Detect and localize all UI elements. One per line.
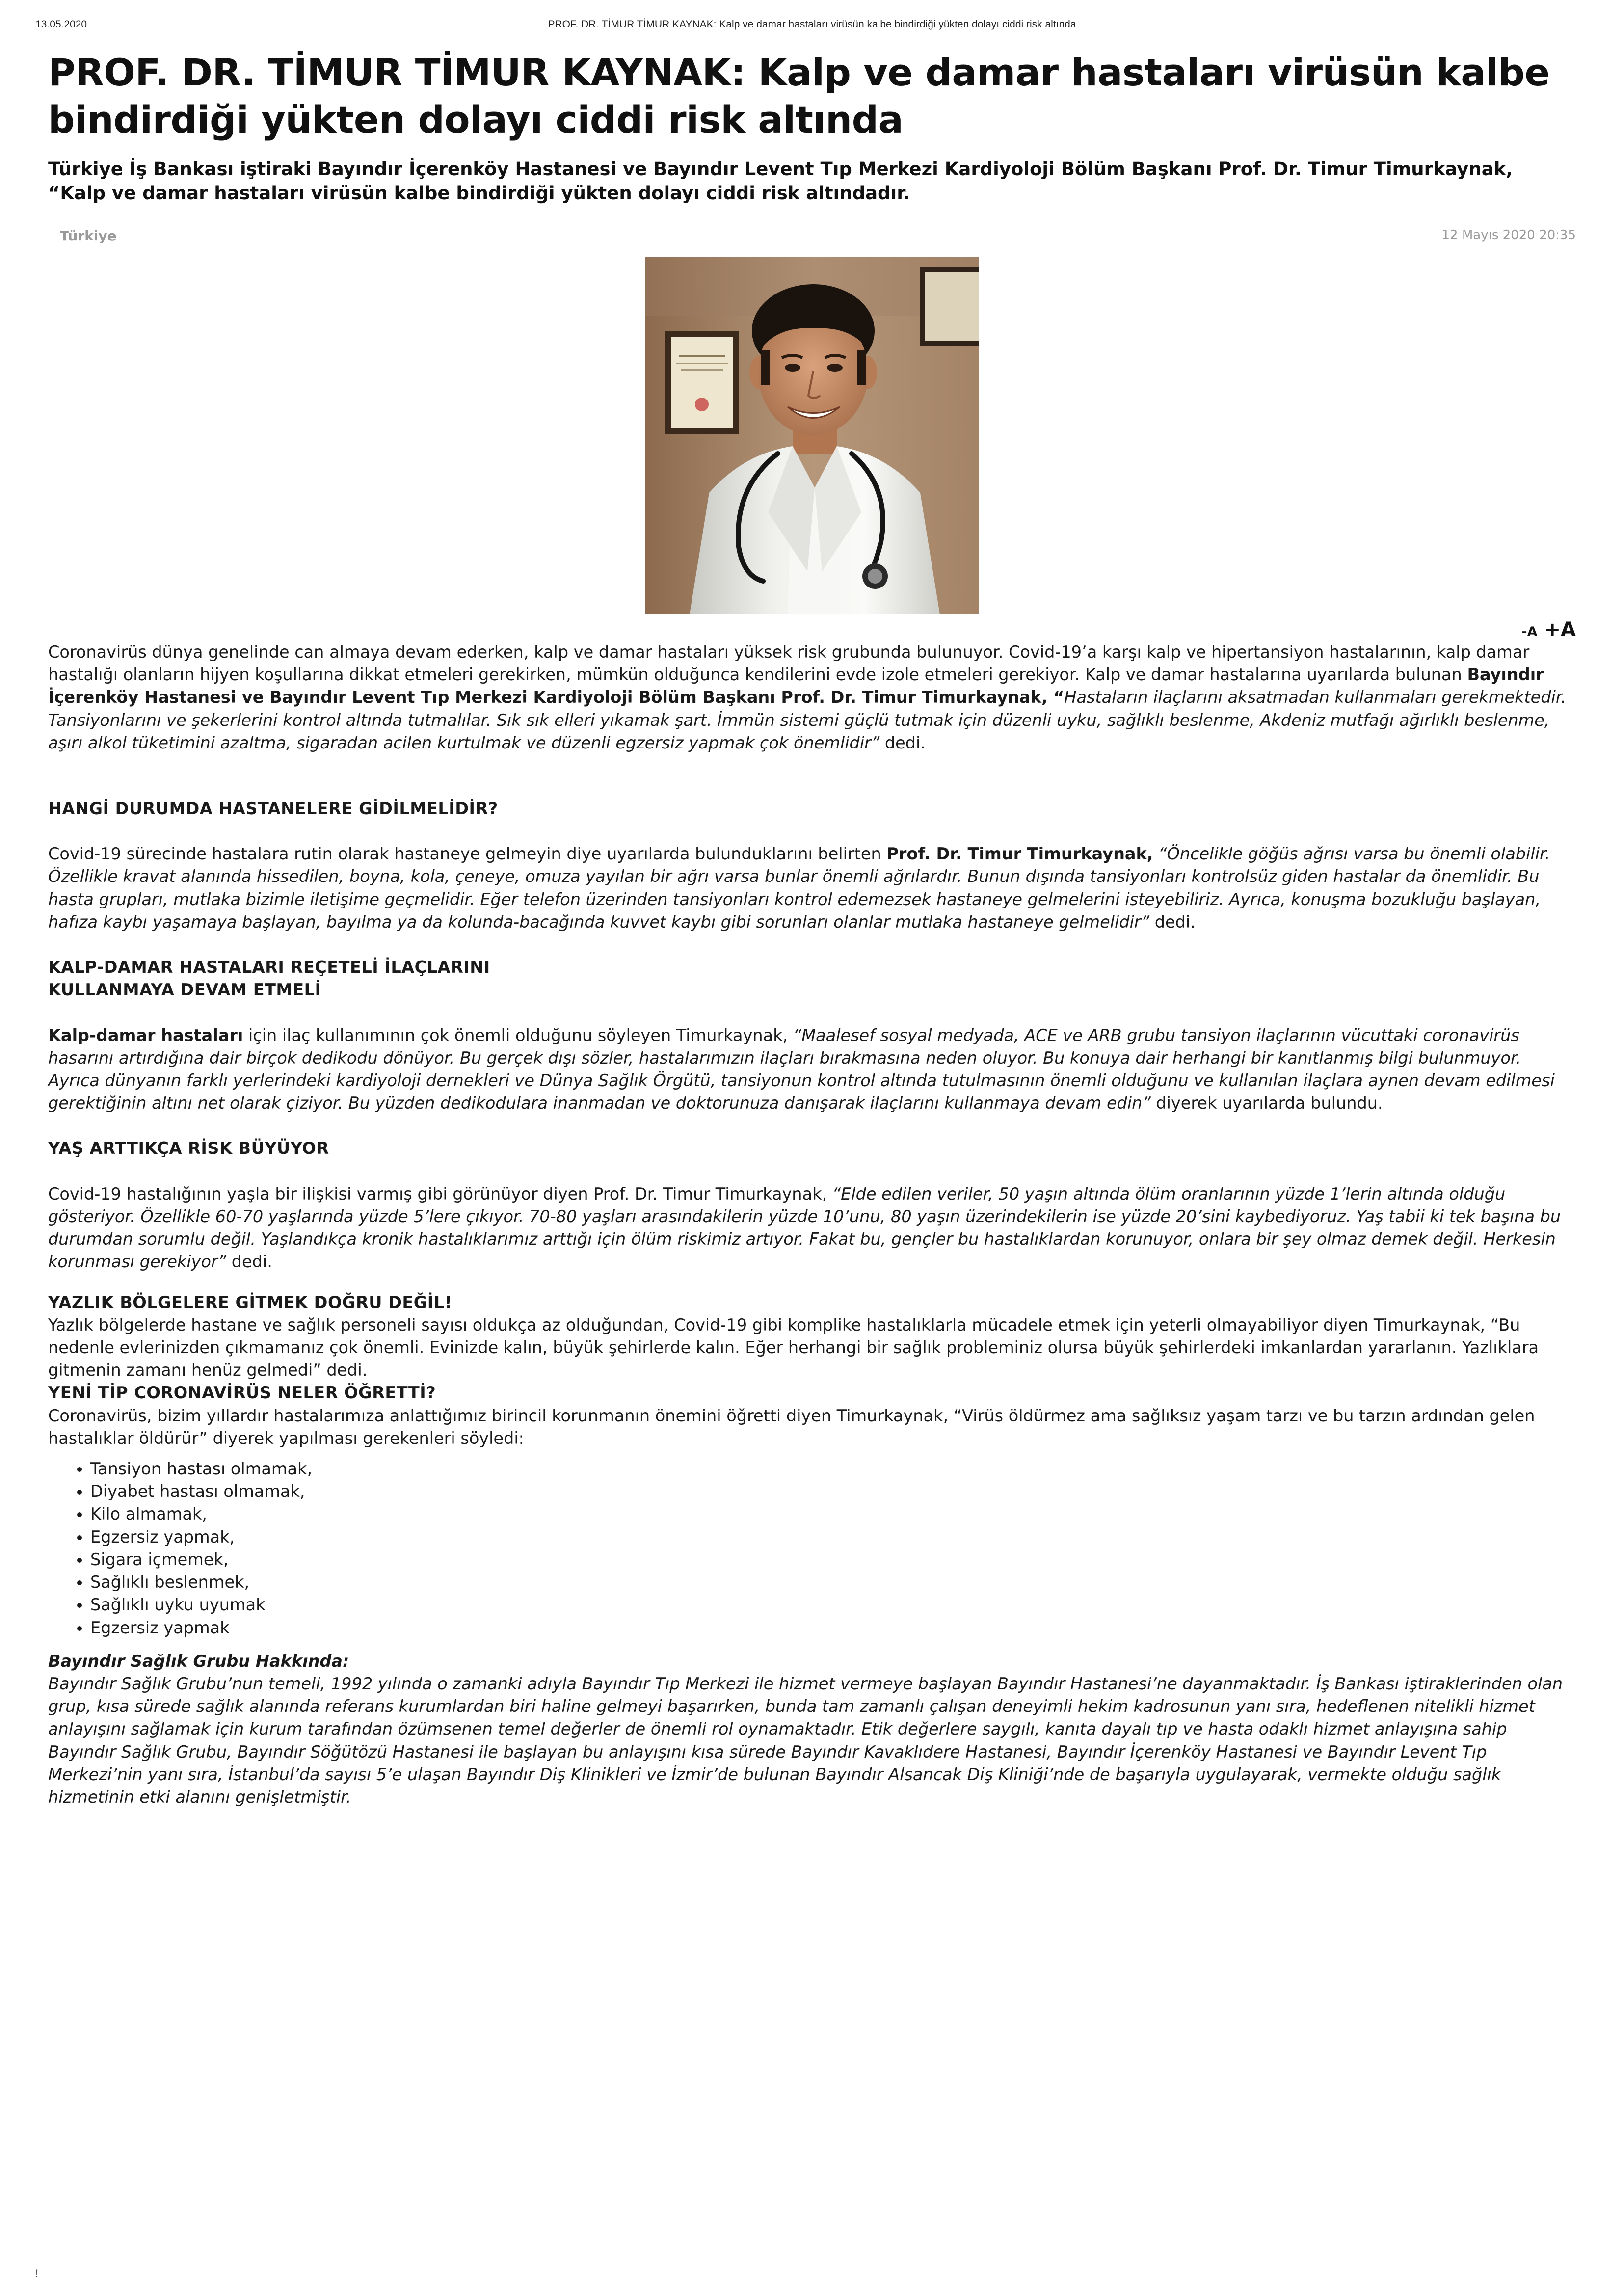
paragraph-medication <box>48 1024 1576 1115</box>
list-item: • Egzersiz yapmak <box>90 1617 1576 1639</box>
list-item: • Sağlıklı beslenmek, <box>90 1571 1576 1594</box>
paragraph-intro <box>48 641 1576 754</box>
print-page-title: PROF. DR. TİMUR TİMUR KAYNAK: Kalp ve damar hastaları virüsün kalbe bindirdiği yükten dolayı ciddi risk altında <box>548 19 1076 30</box>
paragraph-age <box>48 1183 1576 1274</box>
quote-segment: “Maalesef sosyal medyada, ACE ve ARB grubu tansiyon ilaçlarının vücuttaki coronavirüs hasarını artırdığına dair birçok dedikodu dönüyor. Bu gerçek dışı sözler, hastalarımızın ilaçları bırakmasına neden oluyor. Bu konuya dair herhangi bir kanıtlanmış bilgi bulunmuyor. Ayrıca dünyanın farklı yerlerindeki kardiyoloji dernekleri ve Dünya Sağlık Örgütü, tansiyonun kontrol altında tutulmasının önemli olduğunu ve kullanılan ilaçlara aynen devam edilmesi gerektiğinin altını net olarak çiziyor. Bu yüzden dedikodulara inanmadan ve doktorunuza danışarak ilaçlarını kullanmaya devam edin” <box>48 1025 1555 1113</box>
list-item: • Egzersiz yapmak, <box>90 1526 1576 1548</box>
article-photo <box>645 257 979 614</box>
prevention-list <box>48 1458 1576 1639</box>
print-header <box>35 19 1589 38</box>
font-size-controls <box>48 618 1576 641</box>
text-bold-segment: Kalp-damar hastaları <box>48 1025 243 1045</box>
text-segment: Covid-19 hastalığının yaşla bir ilişkisi varmış gibi görünüyor diyen Prof. Dr. Timur Timurkaynak, <box>48 1184 832 1203</box>
about-heading <box>48 1650 1576 1673</box>
text-segment: Coronavirüs dünya genelinde can almaya devam ederken, kalp ve damar hastaları yüksek risk grubunda bulunuyor. Covid-19’a karşı kalp ve hipertansiyon hastalarının, kalp damar hastalığı olanların hijyen koşullarına dikkat etmeleri gerekirken, mümkün olduğunca kendilerini evde izole etmeleri gerekiyor. Kalp ve damar hastalarına uyarılarda bulunan <box>48 642 1530 685</box>
paragraph-hospitals <box>48 843 1576 934</box>
section-heading-medication-2: KULLANMAYA DEVAM ETMELİ <box>48 980 321 1000</box>
text-segment: Covid-19 sürecinde hastalara rutin olarak hastaneye gelmeyin diye uyarılarda bulunduklarını belirten <box>48 844 887 864</box>
text-segment: dedi. <box>1149 912 1196 932</box>
text-segment: dedi. <box>226 1252 272 1272</box>
section-heading-medication-1: KALP-DAMAR HASTALARI REÇETELİ İLAÇLARINI <box>48 958 490 977</box>
paragraph-lessons: Coronavirüs, bizim yıllardır hastalarımıza anlattığımız birincil korunmanın önemini öğretti diyen Timurkaynak, “Virüs öldürmez ama sağlıksız yaşam tarzı ve bu tarzın ardından gelen hastalıklar öldürür” diyerek yapılması gerekenleri söyledi: <box>48 1406 1535 1448</box>
article-title: PROF. DR. TİMUR TİMUR KAYNAK: Kalp ve damar hastaları virüsün kalbe bindirdiği yükten dolayı ciddi risk altında <box>48 51 1550 141</box>
list-item: • Kilo almamak, <box>90 1503 1576 1525</box>
text-segment: için ilaç kullanımının çok önemli olduğunu söyleyen Timurkaynak, <box>243 1025 793 1045</box>
article-meta <box>48 228 1576 252</box>
list-item: • Sağlıklı uyku uyumak <box>90 1594 1576 1616</box>
article <box>48 49 1576 1809</box>
list-item: • Diyabet hastası olmamak, <box>90 1480 1576 1503</box>
article-body <box>48 641 1576 1809</box>
about-paragraph <box>48 1673 1576 1809</box>
list-item: • Sigara içmemek, <box>90 1548 1576 1571</box>
category-link[interactable]: Türkiye <box>60 227 117 244</box>
quote-segment: “Elde edilen veriler, 50 yaşın altında ölüm oranlarının yüzde 1’lerin altında olduğu gösteriyor. Özellikle 60-70 yaşlarında yüzde 5’lere çıkıyor. 70-80 yaşları arasındakilerin yüzde 10’unu, 80 yaşın üzerindekilerin ise yüzde 20’sini kaybediyoruz. Yaş tabii ki tek başına bu durumdan sorumlu değil. Yaşlandıkça kronik hastalıklarımız arttığı için ölüm riskimiz artıyor. Fakat bu, gençler bu hastalıklardan korunuyor, onlara bir şey olmaz demek değil. Herkesin korunması gerekiyor” <box>48 1184 1561 1272</box>
page-footer-mark: ! <box>35 2268 39 2280</box>
quote-segment: “Öncelikle göğüs ağrısı varsa bu önemli olabilir. Özellikle kravat alanında hissedilen, boyna, kola, çeneye, omuza yayılan bir ağrı varsa bunlar önemli ağrılardır. Bunun dışında tansiyonları kontrolsüz giden hastalar da önemlidir. Bu hasta grupları, mutlaka bizimle iletişime geçmelidir. Eğer telefon üzerinden tansiyonları kontrol edemezsek hastaneye gelmelerini isteyebiliriz. Ayrıca, konuşma bozukluğu başlayan, hafıza kaybı yaşamaya başlayan, bayılma ya da kolunda-bacağında kuvvet kaybı gibi sorunları olanlar mutlaka hastaneye gelmelidir” <box>48 844 1550 932</box>
increase-font-button[interactable]: +A <box>1544 618 1576 641</box>
decrease-font-button[interactable]: -A <box>1521 624 1538 640</box>
text-segment: diyerek uyarılarda bulundu. <box>1150 1094 1383 1113</box>
section-heading-lessons: YENİ TİP CORONAVİRÜS NELER ÖĞRETTİ? <box>48 1383 436 1403</box>
quote-segment: Hastaların ilaçlarını aksatmadan kullanmaları gerekmektedir. Tansiyonlarını ve şekerlerini kontrol altında tutmalılar. Sık sık elleri yıkamak şart. İmmün sistemi güçlü tutmak için düzenli uyku, sağlıklı beslenme, Akdeniz mutfağı ağırlıklı beslenme, aşırı alkol tüketimini azaltma, sigaradan acilen kurtulmak ve düzenli egzersiz yapmak çok önemlidir” <box>48 688 1567 752</box>
about-text: Bayındır Sağlık Grubu’nun temeli, 1992 yılında o zamanki adıyla Bayındır Tıp Merkezi ile hizmet vermeye başlayan Bayındır Hastanesi’ne dayanmaktadır. İş Bankası iştiraklerinden olan grup, kısa sürede sağlık alanında referans kurumlardan biri haline gelmeyi başarırken, bunda tam zamanlı çalışan deneyimli hekim kadrosunun yanı sıra, hedeflenen nitelikli hizmet anlayışını sağlamak için kurum tarafından özümsenen temel değerler de önemli rol oynamaktadır. Etik değerlere saygılı, kanıta dayalı tıp ve hasta odaklı hizmet anlayışına sahip Bayındır Sağlık Grubu, Bayındır Söğütözü Hastanesi ile başlayan bu anlayışını kısa sürede Bayındır Kavaklıdere Hastanesi, Bayındır İçerenköy Hastanesi ve Bayındır Levent Tıp Merkezi’nin yanı sıra, İstanbul’da sayısı 5’e ulaşan Bayındır Diş Klinikleri ve İzmir’de bulunan Bayındır Alsancak Diş Kliniği’nde de başarıyla uygulayarak, vermekte olduğu sağlık hizmetinin etki alanını genişletmiştir. <box>48 1674 1563 1807</box>
text-segment: dedi. <box>879 733 926 752</box>
text-bold-segment: Prof. Dr. Timur Timurkaynak, <box>886 844 1153 864</box>
text-bold-segment: Bayındır İçerenköy Hastanesi ve Bayındır Levent Tıp Merkezi Kardiyoloji Bölüm Başkanı Prof. Dr. Timur Timurkaynak, “ <box>48 665 1544 707</box>
about-heading-text: Bayındır Sağlık Grubu Hakkında: <box>48 1651 349 1671</box>
article-lead: Türkiye İş Bankası iştiraki Bayındır İçerenköy Hastanesi ve Bayındır Levent Tıp Merkezi Kardiyoloji Bölüm Başkanı Prof. Dr. Timur Timurkaynak, “Kalp ve damar hastaları virüsün kalbe bindirdiği yükten dolayı ciddi risk altındadır. <box>48 158 1513 204</box>
section-heading-hospitals: HANGİ DURUMDA HASTANELERE GİDİLMELİDİR? <box>48 799 498 818</box>
section-heading-summer: YAZLIK BÖLGELERE GİTMEK DOĞRU DEĞİL! <box>48 1292 453 1312</box>
print-date: 13.05.2020 <box>35 19 87 30</box>
list-item: • Tansiyon hastası olmamak, <box>90 1458 1576 1480</box>
doctor-portrait-image <box>645 257 979 614</box>
section-heading-age: YAŞ ARTTIKÇA RİSK BÜYÜYOR <box>48 1139 329 1158</box>
publish-datetime: 12 Mayıs 2020 20:35 <box>1441 227 1576 242</box>
paragraph-summer: Yazlık bölgelerde hastane ve sağlık personeli sayısı oldukça az olduğundan, Covid-19 gibi komplike hastalıklarla mücadele etmek için yeterli olmayabiliyor diyen Timurkaynak, “Bu nedenle evlerinizden çıkmamanız çok önemli. Evinizde kalın, büyük şehirlerde kalın. Eğer herhangi bir sağlık probleminiz olursa büyük şehirlerdeki imkanlardan yararlanın. Yazlıklara gitmenin zamanı henüz gelmedi” dedi. <box>48 1315 1539 1380</box>
